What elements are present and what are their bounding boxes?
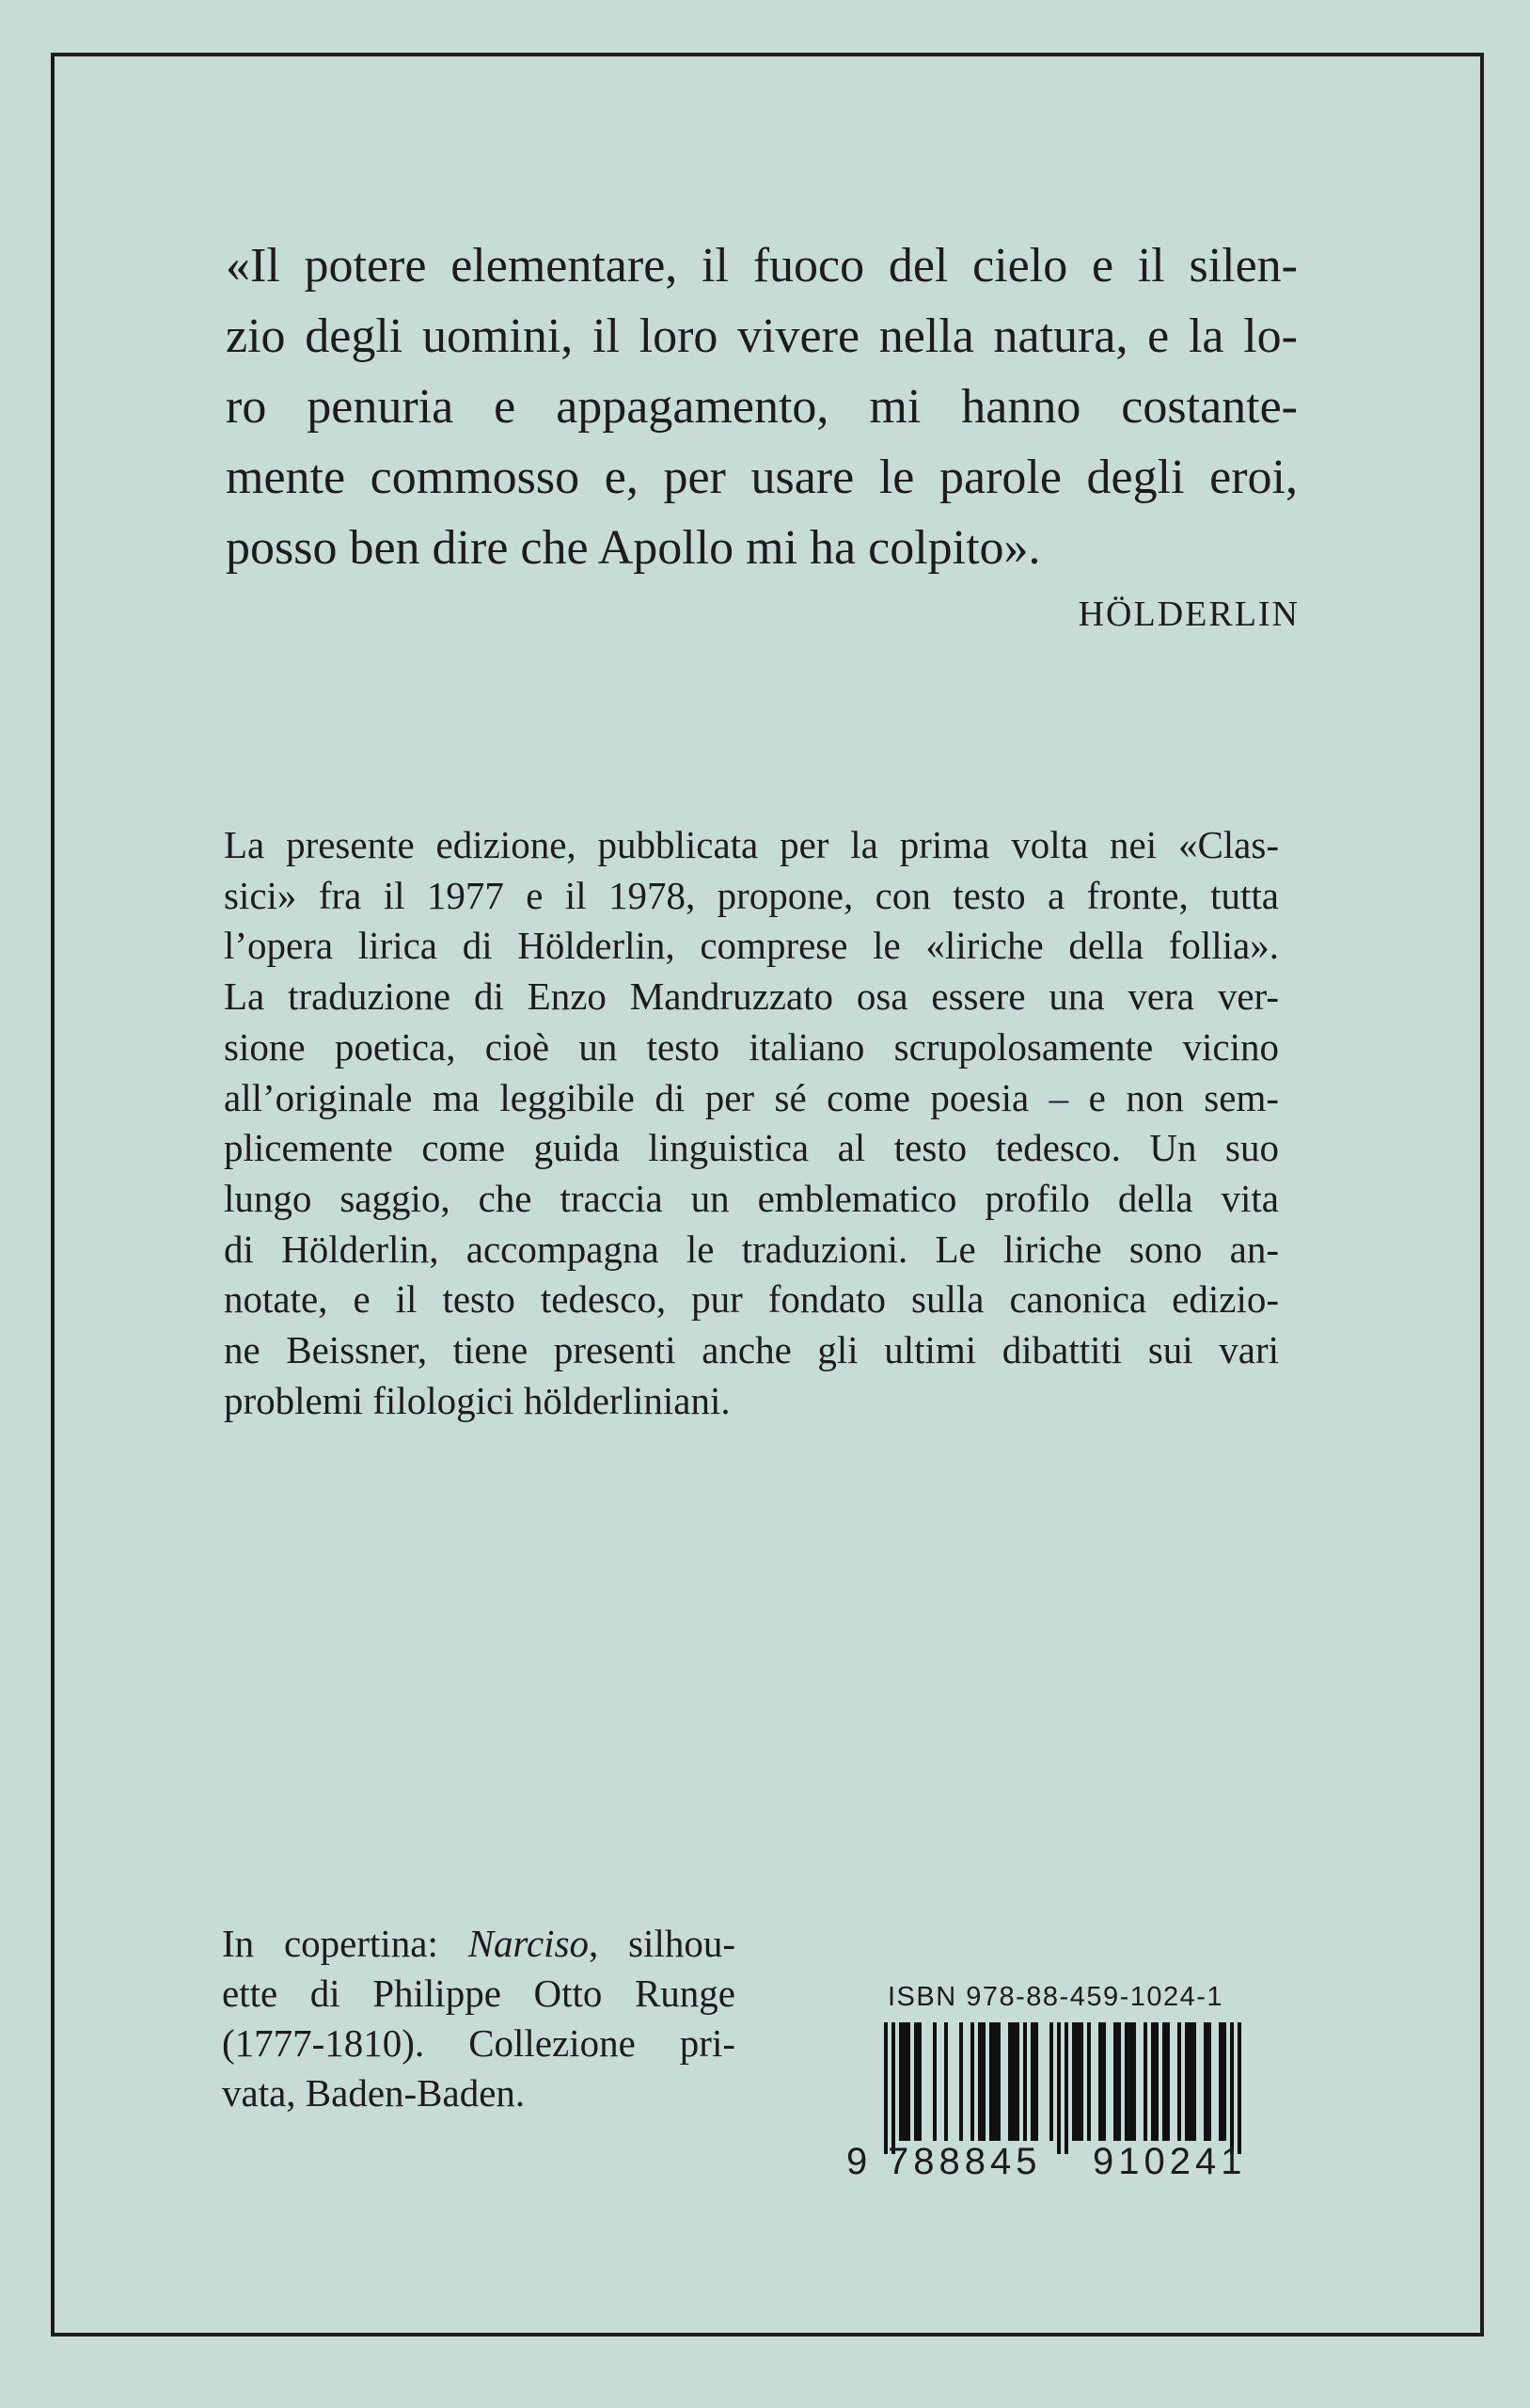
barcode-bar <box>1008 2022 1012 2141</box>
quote-author: HÖLDERLIN <box>1078 594 1300 634</box>
barcode-bar <box>944 2022 948 2141</box>
book-description <box>224 820 1279 1426</box>
credit-line: (1777-1810). Collezione pri- <box>222 2021 735 2065</box>
barcode-bar <box>899 2022 903 2141</box>
description-line: lungo saggio, che traccia un emblematico profilo della vita <box>224 1176 1279 1220</box>
barcode-bar <box>997 2022 1001 2141</box>
barcode-bar <box>1177 2022 1181 2141</box>
ean-right-group: 910241 <box>1093 2141 1247 2182</box>
barcode-bar <box>1125 2022 1128 2141</box>
barcode-bar <box>1072 2022 1076 2141</box>
barcode-bar <box>959 2022 963 2141</box>
barcode-bar <box>907 2022 910 2141</box>
barcode-bar <box>1080 2022 1083 2141</box>
cover-credit <box>222 1919 735 2118</box>
description-line: ne Beissner, tiene presenti anche gli ultimi dibattiti sui vari <box>224 1328 1279 1372</box>
barcode-bar <box>1189 2022 1192 2141</box>
barcode-bar <box>1076 2022 1080 2141</box>
quote-line: mente commosso e, per usare le parole degli eroi, <box>226 451 1298 504</box>
barcode-bar <box>1098 2022 1102 2141</box>
barcode-bar <box>1185 2022 1189 2141</box>
barcode-bar <box>1023 2022 1027 2141</box>
barcode-bar <box>1192 2022 1196 2141</box>
barcode-bar <box>1087 2022 1091 2141</box>
description-line: La presente edizione, pubblicata per la prima volta nei «Clas- <box>224 823 1279 866</box>
barcode-bar <box>982 2022 986 2141</box>
credit-prefix: In copertina: <box>222 1922 468 1965</box>
barcode-bar <box>1012 2022 1016 2141</box>
barcode-bar <box>918 2022 922 2141</box>
barcode-guard-bar <box>891 2022 895 2154</box>
quote-line: zio degli uomini, il loro vivere nella natura, e la lo- <box>226 309 1298 363</box>
barcode-bar <box>1102 2022 1106 2141</box>
ean-first-digit: 9 <box>846 2141 868 2182</box>
barcode-bar <box>933 2022 937 2141</box>
barcode-bar <box>1162 2022 1166 2141</box>
barcode-bar <box>1117 2022 1121 2141</box>
barcode-bar <box>978 2022 982 2141</box>
barcode-guard-bar <box>1238 2022 1241 2154</box>
epigraph-quote <box>226 230 1298 583</box>
barcode-bar <box>1166 2022 1170 2141</box>
barcode-guard-bar <box>1057 2022 1061 2154</box>
isbn-label: ISBN 978-88-459-1024-1 <box>888 1982 1224 2012</box>
barcode-bar <box>1144 2022 1147 2141</box>
quote-line: posso ben dire che Apollo mi ha colpito». <box>226 521 1041 575</box>
barcode-guard-bar <box>1065 2022 1068 2154</box>
description-line: problemi filologici hölderliniani. <box>224 1378 731 1422</box>
credit-line: vata, Baden-Baden. <box>222 2071 526 2115</box>
barcode-bar <box>1222 2022 1226 2141</box>
description-line: l’opera lirica di Hölderlin, comprese le «liriche della follia». <box>224 924 1279 968</box>
description-line: plicemente come guida linguistica al testo tedesco. Un suo <box>224 1126 1279 1170</box>
barcode-bar <box>993 2022 997 2141</box>
barcode-bar <box>1219 2022 1222 2141</box>
barcode-bar <box>1207 2022 1211 2141</box>
barcode-bar <box>903 2022 907 2141</box>
barcode-bar <box>1049 2022 1053 2141</box>
barcode-bar <box>1016 2022 1019 2141</box>
barcode-bar <box>914 2022 918 2141</box>
barcode-bar <box>1128 2022 1132 2141</box>
barcode-bar <box>1155 2022 1159 2141</box>
description-line: La traduzione di Enzo Mandruzzato osa essere una vera ver- <box>224 974 1279 1019</box>
barcode-bar <box>970 2022 974 2141</box>
description-line: notate, e il testo tedesco, pur fondato sulla canonica edizio- <box>224 1277 1279 1322</box>
artwork-title: Narciso <box>467 1922 590 1965</box>
barcode-bar <box>1151 2022 1155 2141</box>
barcode-bar <box>1204 2022 1207 2141</box>
isbn-barcode <box>846 1981 1288 2188</box>
ean-digits <box>846 2139 1288 2184</box>
barcode-bar <box>1132 2022 1136 2141</box>
quote-line: «Il potere elementare, il fuoco del cielo e il silen- <box>226 239 1298 293</box>
barcode-bar <box>1031 2022 1034 2141</box>
description-line: di Hölderlin, accompagna le traduzioni. Le liriche sono an- <box>224 1227 1279 1271</box>
quote-line: ro penuria e appagamento, mi hanno costante- <box>226 380 1298 434</box>
ean-left-group: 788845 <box>888 2141 1042 2182</box>
credit-line <box>222 1919 735 1969</box>
barcode-bar <box>989 2022 993 2141</box>
credit-line: ette di Philippe Otto Runge <box>222 1972 735 2015</box>
description-line: sione poetica, cioè un testo italiano scrupolosamente vicino <box>224 1024 1279 1069</box>
description-line: all’originale ma leggibile di per sé come poesia – e non sem- <box>224 1075 1279 1119</box>
barcode-bar <box>1034 2022 1038 2141</box>
credit-line1-rest: , silhou- <box>589 1922 735 1965</box>
barcode-guard-bar <box>1230 2022 1234 2154</box>
description-line: sici» fra il 1977 e il 1978, propone, con testo a fronte, tutta <box>224 873 1279 917</box>
barcode-bar <box>1113 2022 1117 2141</box>
barcode-guard-bar <box>884 2022 888 2154</box>
